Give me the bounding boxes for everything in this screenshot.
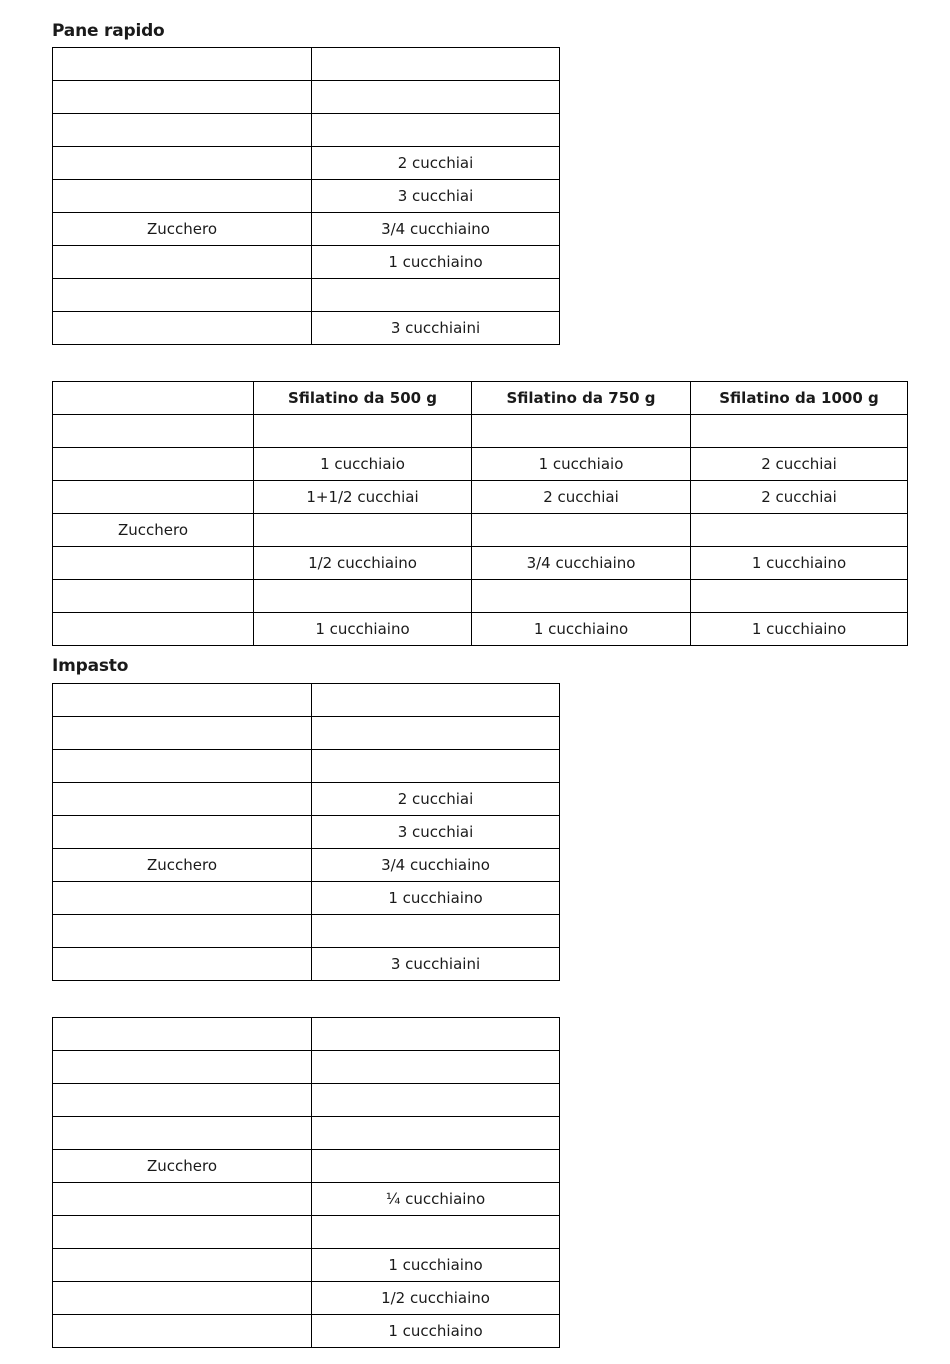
quantity-cell xyxy=(312,1018,560,1051)
quantity-cell: 1 cucchiaino xyxy=(691,613,908,646)
table-row xyxy=(53,684,560,717)
table-row xyxy=(53,1018,560,1051)
ingredient-cell xyxy=(53,948,312,981)
quantity-cell: 1 cucchiaino xyxy=(312,246,560,279)
quantity-cell: 3 cucchiai xyxy=(312,816,560,849)
quantity-cell: 2 cucchiai xyxy=(312,147,560,180)
ingredient-cell xyxy=(53,180,312,213)
quantity-cell: 1 cucchiaio xyxy=(472,448,691,481)
quantity-cell xyxy=(312,717,560,750)
table-row xyxy=(53,481,908,514)
quantity-cell xyxy=(312,1216,560,1249)
table-impasto xyxy=(52,683,560,981)
quantity-cell xyxy=(312,48,560,81)
table-row xyxy=(53,1183,560,1216)
quantity-cell xyxy=(312,1117,560,1150)
quantity-cell xyxy=(312,1150,560,1183)
table-fourth xyxy=(52,1017,560,1348)
quantity-cell: 1 cucchiaino xyxy=(254,613,472,646)
quantity-cell xyxy=(472,415,691,448)
ingredient-cell xyxy=(53,684,312,717)
column-header: Sfilatino da 1000 g xyxy=(691,382,908,415)
quantity-cell: 3/4 cucchiaino xyxy=(312,849,560,882)
ingredient-cell xyxy=(53,246,312,279)
quantity-cell xyxy=(472,580,691,613)
table-header-row xyxy=(53,382,908,415)
table-row xyxy=(53,1051,560,1084)
quantity-cell: 3/4 cucchiaino xyxy=(312,213,560,246)
column-header xyxy=(53,382,254,415)
ingredient-cell xyxy=(53,915,312,948)
quantity-cell xyxy=(312,915,560,948)
quantity-cell: 1 cucchiaino xyxy=(691,547,908,580)
quantity-cell xyxy=(312,750,560,783)
table-row xyxy=(53,882,560,915)
quantity-cell: 3 cucchiai xyxy=(312,180,560,213)
quantity-cell: 1 cucchiaino xyxy=(312,1315,560,1348)
section-title-pane-rapido: Pane rapido xyxy=(52,21,165,41)
table-row xyxy=(53,816,560,849)
table-row xyxy=(53,246,560,279)
ingredient-cell xyxy=(53,1183,312,1216)
ingredient-cell: Zucchero xyxy=(53,849,312,882)
table-row xyxy=(53,1282,560,1315)
table-row xyxy=(53,48,560,81)
ingredient-cell xyxy=(53,547,254,580)
ingredient-cell xyxy=(53,147,312,180)
table-row xyxy=(53,915,560,948)
ingredient-cell xyxy=(53,415,254,448)
column-header: Sfilatino da 750 g xyxy=(472,382,691,415)
ingredient-cell xyxy=(53,580,254,613)
ingredient-cell: Zucchero xyxy=(53,213,312,246)
table-row xyxy=(53,1249,560,1282)
ingredient-cell xyxy=(53,481,254,514)
quantity-cell: 1/2 cucchiaino xyxy=(312,1282,560,1315)
table-row xyxy=(53,312,560,345)
quantity-cell: 3 cucchiaini xyxy=(312,948,560,981)
ingredient-cell: Zucchero xyxy=(53,514,254,547)
column-header: Sfilatino da 500 g xyxy=(254,382,472,415)
table-row xyxy=(53,147,560,180)
ingredient-cell xyxy=(53,783,312,816)
ingredient-cell xyxy=(53,81,312,114)
table-row xyxy=(53,547,908,580)
quantity-cell: 1 cucchiaino xyxy=(312,882,560,915)
table-row xyxy=(53,448,908,481)
quantity-cell: 2 cucchiai xyxy=(691,481,908,514)
ingredient-cell xyxy=(53,448,254,481)
quantity-cell: 1 cucchiaino xyxy=(312,1249,560,1282)
ingredient-cell xyxy=(53,114,312,147)
quantity-cell xyxy=(472,514,691,547)
quantity-cell xyxy=(254,415,472,448)
quantity-cell xyxy=(691,514,908,547)
quantity-cell xyxy=(254,514,472,547)
ingredient-cell xyxy=(53,1117,312,1150)
table-row xyxy=(53,1216,560,1249)
table-row xyxy=(53,415,908,448)
ingredient-cell xyxy=(53,882,312,915)
ingredient-cell xyxy=(53,816,312,849)
quantity-cell xyxy=(312,1084,560,1117)
table-pane-rapido xyxy=(52,47,560,345)
quantity-cell: 3 cucchiaini xyxy=(312,312,560,345)
quantity-cell: 1 cucchiaio xyxy=(254,448,472,481)
quantity-cell: 2 cucchiai xyxy=(472,481,691,514)
table-row xyxy=(53,1084,560,1117)
quantity-cell xyxy=(312,279,560,312)
ingredient-cell xyxy=(53,1216,312,1249)
quantity-cell xyxy=(691,415,908,448)
quantity-cell: ¼ cucchiaino xyxy=(312,1183,560,1216)
quantity-cell xyxy=(312,114,560,147)
section-title-impasto: Impasto xyxy=(52,656,129,676)
table-row xyxy=(53,613,908,646)
quantity-cell xyxy=(312,81,560,114)
table-row xyxy=(53,849,560,882)
quantity-cell: 1+1/2 cucchiai xyxy=(254,481,472,514)
table-row xyxy=(53,750,560,783)
quantity-cell xyxy=(312,1051,560,1084)
quantity-cell: 2 cucchiai xyxy=(691,448,908,481)
ingredient-cell xyxy=(53,312,312,345)
ingredient-cell xyxy=(53,717,312,750)
quantity-cell xyxy=(691,580,908,613)
quantity-cell: 1 cucchiaino xyxy=(472,613,691,646)
ingredient-cell xyxy=(53,1315,312,1348)
table-row xyxy=(53,783,560,816)
table-row xyxy=(53,114,560,147)
table-row xyxy=(53,1117,560,1150)
quantity-cell xyxy=(312,684,560,717)
ingredient-cell xyxy=(53,613,254,646)
table-row xyxy=(53,81,560,114)
ingredient-cell xyxy=(53,750,312,783)
table-row xyxy=(53,279,560,312)
table-row xyxy=(53,514,908,547)
quantity-cell: 1/2 cucchiaino xyxy=(254,547,472,580)
quantity-cell xyxy=(254,580,472,613)
table-row xyxy=(53,213,560,246)
ingredient-cell: Zucchero xyxy=(53,1150,312,1183)
ingredient-cell xyxy=(53,1249,312,1282)
table-sfilatino xyxy=(52,381,908,646)
table-row xyxy=(53,1150,560,1183)
ingredient-cell xyxy=(53,1084,312,1117)
table-row xyxy=(53,717,560,750)
table-row xyxy=(53,180,560,213)
table-row xyxy=(53,580,908,613)
ingredient-cell xyxy=(53,1018,312,1051)
ingredient-cell xyxy=(53,1282,312,1315)
table-row xyxy=(53,1315,560,1348)
ingredient-cell xyxy=(53,279,312,312)
ingredient-cell xyxy=(53,1051,312,1084)
quantity-cell: 2 cucchiai xyxy=(312,783,560,816)
ingredient-cell xyxy=(53,48,312,81)
table-row xyxy=(53,948,560,981)
quantity-cell: 3/4 cucchiaino xyxy=(472,547,691,580)
